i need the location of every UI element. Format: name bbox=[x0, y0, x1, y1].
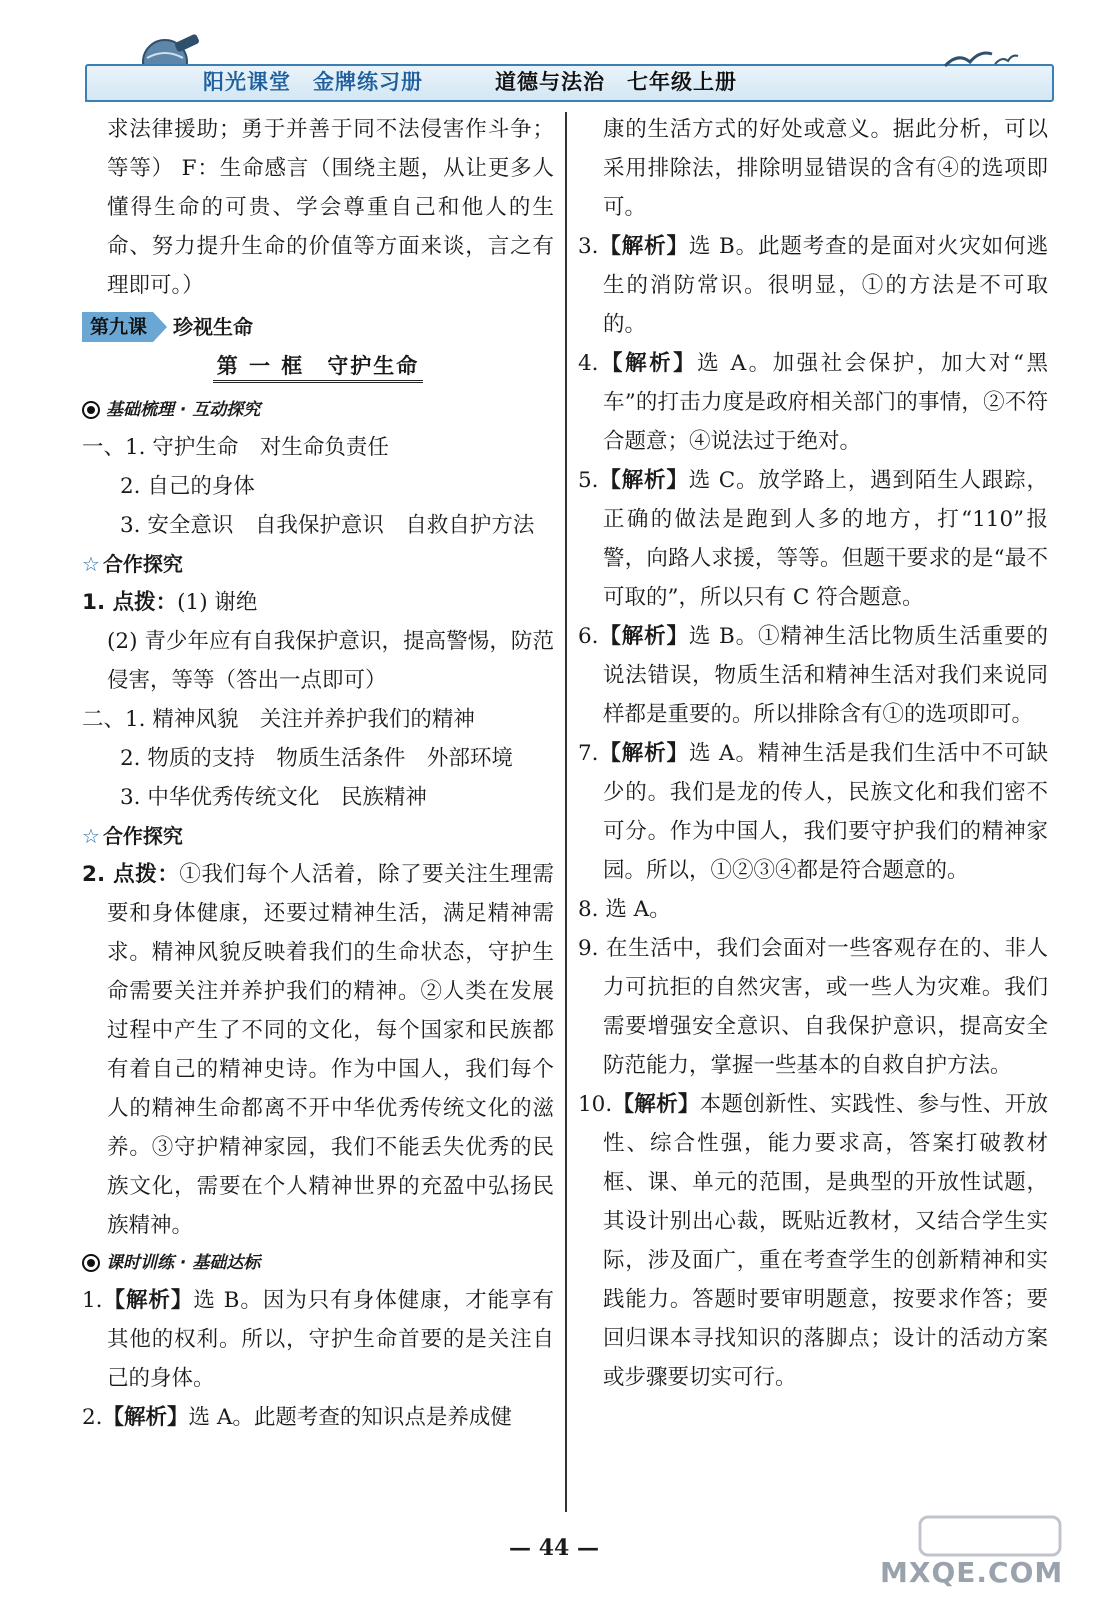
lesson-title: 珍视生命 bbox=[173, 314, 254, 339]
lesson-arrow-icon bbox=[153, 312, 167, 342]
question-answer: 3.【解析】选 B。此题考查的是面对火灾如何逃生的消防常识。很明显，①的方法是不可取的。 bbox=[578, 234, 1048, 337]
bullet-icon bbox=[82, 401, 100, 419]
answer-line: 3. 中华优秀传统文化 民族精神 bbox=[120, 785, 427, 810]
page-header bbox=[85, 28, 1050, 106]
lesson-tag: 第九课 bbox=[82, 312, 153, 342]
left-column bbox=[82, 110, 554, 1437]
section-lesson-training: 课时训练 · 基础达标 bbox=[82, 1245, 554, 1281]
question-answer: 4.【解析】选 A。加强社会保护，加大对“黑车”的打击力度是政府相关部门的事情，②不符合题意；④说法过于绝对。 bbox=[578, 351, 1048, 454]
header-dotted-line bbox=[85, 100, 1050, 102]
question-answer: 6.【解析】选 B。①精神生活比物质生活重要的说法错误，物质生活和精神生活对我们来说同样都是重要的。所以排除含有①的选项即可。 bbox=[578, 624, 1048, 727]
cooperative-inquiry-heading: ☆ 合作探究 bbox=[82, 817, 554, 855]
lesson-heading bbox=[82, 309, 554, 345]
star-icon: ☆ bbox=[82, 823, 100, 848]
bullet-icon bbox=[82, 1254, 100, 1272]
answer-line: 一、1. 守护生命 对生命负责任 bbox=[82, 435, 389, 460]
subject-grade: 道德与法治 七年级上册 bbox=[495, 70, 737, 94]
answer-paragraph: 2. 点拨：①我们每个人活着，除了要关注生理需要和身体健康，还要过精神生活，满足精神需求。精神风貌反映着我们的生命状态，守护生命需要关注并养护我们的精神。②人类在发展过程中产生了不同的文化，每个国家和民族都有着自己的精神史诗。作为中国人，我们每个人的精神生命都离不开中华优秀传统文化的滋养。③守护精神家园，我们不能丢失优秀的民族文化，需要在个人精神世界的充盈中弘扬民族精神。 bbox=[82, 862, 554, 1238]
answer-line: 3. 安全意识 自我保护意识 自救自护方法 bbox=[120, 513, 535, 538]
answer-line: 2. 自己的身体 bbox=[120, 474, 255, 499]
question-answer: 1.【解析】选 B。因为只有身体健康，才能享有其他的权利。所以，守护生命首要的是关注自己的身体。 bbox=[82, 1288, 554, 1391]
question-answer: 2.【解析】选 A。此题考查的知识点是养成健 bbox=[82, 1405, 512, 1430]
cooperative-inquiry-heading: ☆ 合作探究 bbox=[82, 545, 554, 583]
question-answer: 5.【解析】选 C。放学路上，遇到陌生人跟踪，正确的做法是跑到人多的地方，打“110”报警，向路人求援，等等。但题干要求的是“最不可取的”，所以只有 C 符合题意。 bbox=[578, 468, 1048, 610]
answer-line: 二、1. 精神风貌 关注并养护我们的精神 bbox=[82, 707, 475, 732]
continued-answer: 求法律援助；勇于并善于同不法侵害作斗争；等等） F：生命感言（围绕主题，从让更多人懂得生命的可贵、学会尊重自己和他人的生命、努力提升生命的价值等方面来谈，言之有理即可。） bbox=[107, 117, 554, 298]
question-answer: 9. 在生活中，我们会面对一些客观存在的、非人力可抗拒的自然灾害，或一些人为灾难。我们需要增强安全意识、自我保护意识，提高安全防范能力，掌握一些基本的自救自护方法。 bbox=[578, 936, 1048, 1078]
column-divider bbox=[565, 112, 567, 1512]
question-answer: 10.【解析】本题创新性、实践性、参与性、开放性、综合性强，能力要求高，答案打破教材框、课、单元的范围，是典型的开放性试题，其设计别出心裁，既贴近教材，又结合学生实际，涉及面广，重在考查学生的创新精神和实践能力。答题时要审明题意，按要求作答；要回归课本寻找知识的落脚点；设计的活动方案或步骤要切实可行。 bbox=[578, 1092, 1048, 1390]
watermark-text: MXQE.COM bbox=[880, 1556, 1064, 1589]
answer-line: 2. 物质的支持 物质生活条件 外部环境 bbox=[120, 746, 513, 771]
frame-title: 第 一 框 守护生命 bbox=[82, 347, 554, 386]
continued-answer: 康的生活方式的好处或意义。据此分析，可以采用排除法，排除明显错误的含有④的选项即可。 bbox=[603, 117, 1048, 220]
section-basic-review: 基础梳理 · 互动探究 bbox=[82, 392, 554, 428]
answer-line: (2) 青少年应有自我保护意识，提高警惕，防范侵害，等等（答出一点即可） bbox=[107, 629, 554, 693]
birds-icon bbox=[940, 44, 1020, 74]
page-number: — 44 — bbox=[509, 1535, 599, 1561]
right-column bbox=[578, 110, 1048, 1397]
star-icon: ☆ bbox=[82, 551, 100, 576]
answer-line: 1. 点拨：(1) 谢绝 bbox=[82, 590, 258, 615]
question-answer: 8. 选 A。 bbox=[578, 897, 671, 922]
question-answer: 7.【解析】选 A。精神生活是我们生活中不可缺少的。我们是龙的传人，民族文化和我们密不可分。作为中国人，我们要守护我们的精神家园。所以，①②③④都是符合题意的。 bbox=[578, 741, 1048, 883]
book-title: 阳光课堂 金牌练习册 bbox=[203, 70, 423, 94]
